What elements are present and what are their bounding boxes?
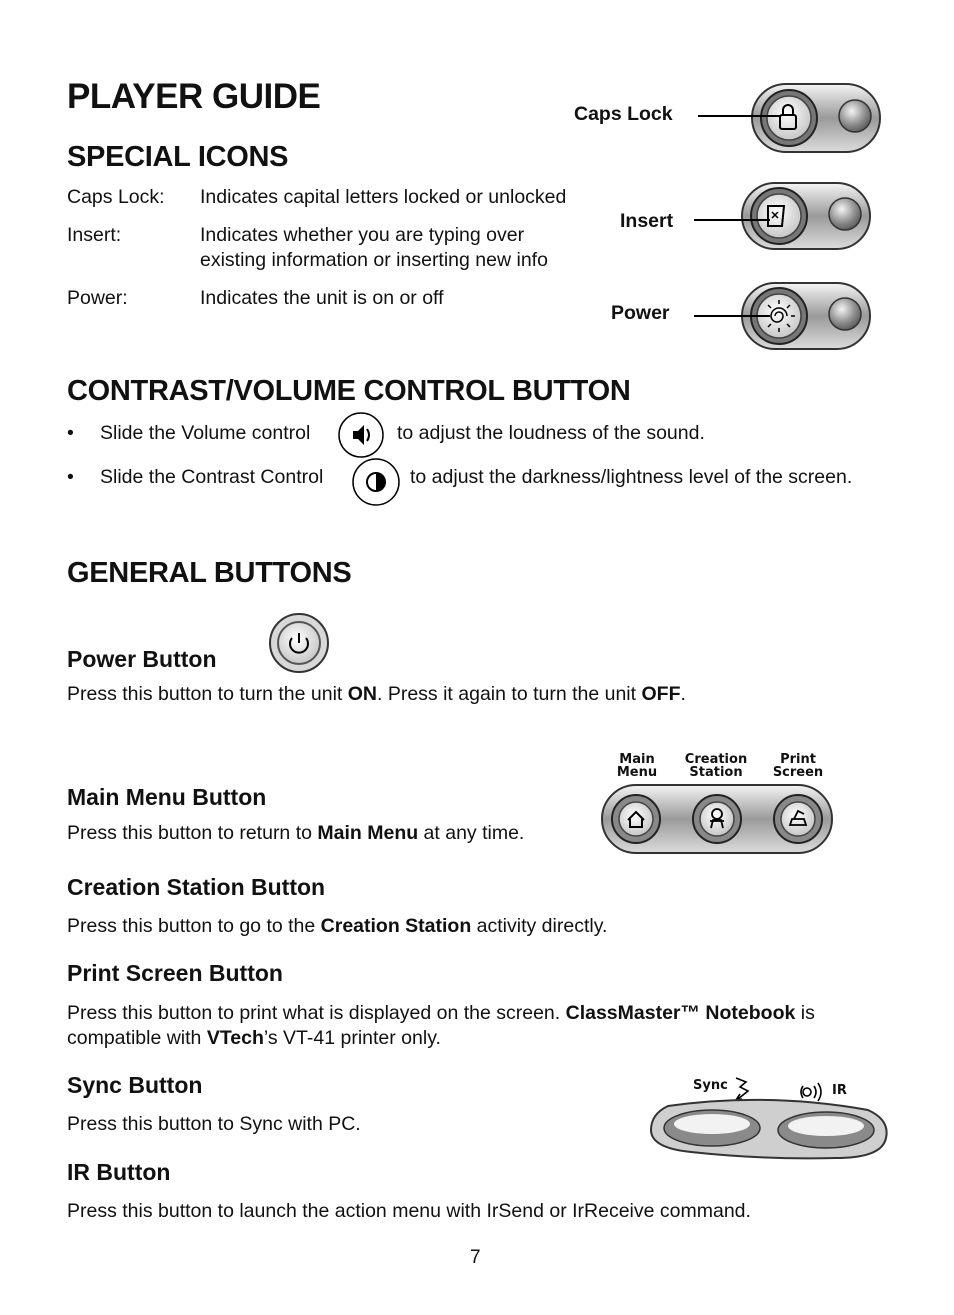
creation-station-label: Creation Station — [684, 752, 748, 780]
contrast-control-icon — [352, 456, 402, 508]
bullet: • — [67, 466, 74, 488]
creation-station-button-title: Creation Station Button — [67, 874, 326, 900]
ir-icon — [801, 1083, 821, 1101]
contrast-text-before: Slide the Contrast Control — [100, 466, 324, 488]
power-button-title: Power Button — [67, 646, 217, 672]
print-screen-button-title: Print Screen Button — [67, 960, 283, 986]
ir-button-desc: Press this button to launch the action menu with IrSend or IrReceive command. — [67, 1200, 751, 1222]
print-screen-button-desc-line2: compatible with VTech’s VT-41 printer only. — [67, 1027, 441, 1049]
sync-ir-button-graphic — [648, 1072, 890, 1162]
volume-control-icon — [337, 411, 387, 459]
sync-icon — [736, 1078, 748, 1100]
page-title: PLAYER GUIDE — [67, 77, 321, 116]
ir-label: IR — [832, 1083, 847, 1098]
insert-callout: Insert — [620, 210, 674, 232]
sync-button-title: Sync Button — [67, 1072, 203, 1098]
power-callout: Power — [611, 302, 670, 324]
power-button-desc: Press this button to turn the unit ON. Press it again to turn the unit OFF. — [67, 683, 686, 705]
special-icons-heading: SPECIAL ICONS — [67, 141, 289, 173]
sync-label: Sync — [693, 1078, 728, 1093]
main-menu-button-desc: Press this button to return to Main Menu at any time. — [67, 822, 525, 844]
bullet: • — [67, 422, 74, 444]
print-screen-label: Print Screen — [772, 752, 824, 780]
general-buttons-heading: GENERAL BUTTONS — [67, 557, 352, 589]
caps-lock-callout: Caps Lock — [574, 103, 673, 125]
caps-lock-term: Caps Lock: — [67, 186, 165, 208]
insert-indicator-graphic — [690, 178, 890, 256]
ir-button-title: IR Button — [67, 1159, 171, 1185]
caps-lock-desc: Indicates capital letters locked or unlocked — [200, 186, 567, 208]
button-strip-graphic — [600, 783, 835, 855]
power-desc: Indicates the unit is on or off — [200, 287, 444, 309]
volume-text-after: to adjust the loudness of the sound. — [397, 422, 705, 444]
insert-term: Insert: — [67, 224, 122, 246]
volume-text-before: Slide the Volume control — [100, 422, 311, 444]
sync-button-desc: Press this button to Sync with PC. — [67, 1113, 361, 1135]
caps-lock-indicator-graphic — [690, 78, 890, 158]
power-button-graphic — [268, 612, 332, 674]
page-number: 7 — [470, 1247, 481, 1268]
insert-desc-line2: existing information or inserting new info — [200, 249, 548, 271]
power-term: Power: — [67, 287, 128, 309]
contrast-volume-heading: CONTRAST/VOLUME CONTROL BUTTON — [67, 375, 631, 407]
insert-desc-line1: Indicates whether you are typing over — [200, 224, 525, 246]
main-menu-label: Main Menu — [616, 752, 658, 780]
print-screen-button-desc-line1: Press this button to print what is displayed on the screen. ClassMaster™ Notebook is — [67, 1002, 815, 1024]
creation-station-button-desc: Press this button to go to the Creation Station activity directly. — [67, 915, 608, 937]
main-menu-button-title: Main Menu Button — [67, 784, 267, 810]
power-indicator-graphic — [690, 278, 890, 354]
contrast-text-after: to adjust the darkness/lightness level of the screen. — [410, 466, 853, 488]
